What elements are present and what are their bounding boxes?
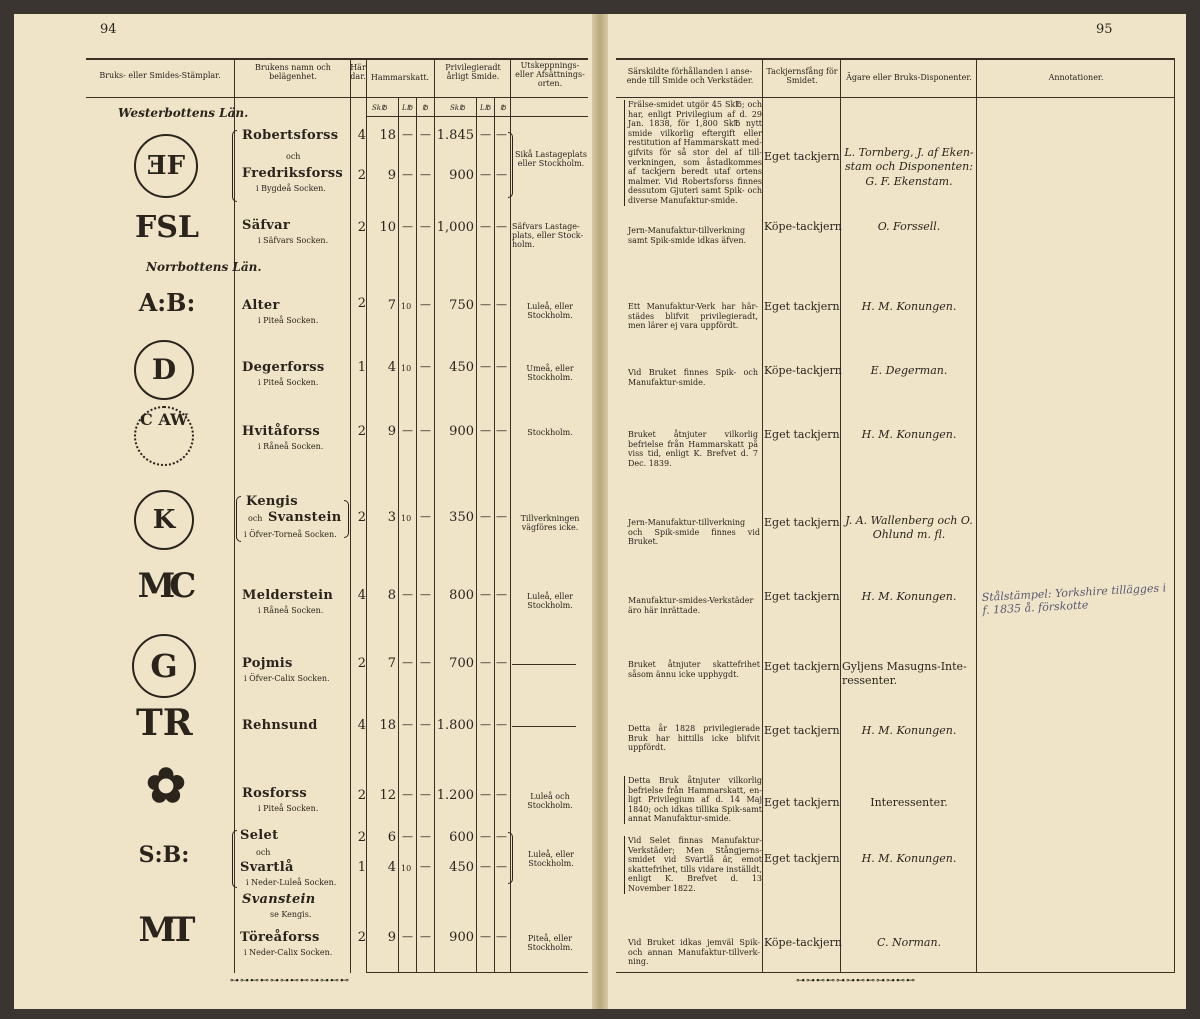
region-heading: Westerbottens Län. [118,106,249,120]
tackjern: Köpe-tackjern [764,220,842,233]
brace [508,832,513,884]
destination: Luleå, eller Stockholm. [526,592,574,611]
left-header-bottom-rule [86,97,588,98]
owner: Interessenter. [870,796,948,809]
col-rule [494,98,495,973]
note: Jern-Manufaktur-tillverkning samt Spik-smide idkas äfven. [628,226,747,245]
bruk-name: Svanstein [268,510,342,525]
owner: E. Degerman. [870,364,948,377]
tackjern: Eget tackjern [764,428,840,441]
note: Jern-Manufaktur-tillverkning och Spik-smide finnes vid Bruket. [628,518,760,547]
dash: — [496,360,507,373]
brace [344,500,349,538]
book-gutter [592,14,608,1009]
col-rule [762,58,763,973]
skeppund: 7 [387,298,396,313]
hardar: 2 [357,424,366,439]
privilegium: 450 [449,860,474,875]
note: Bruket åtnjuter skattefrihet såsom ännu icke upphygdt. [628,660,760,679]
ornament: ⊶⊶⊷⊷⊶⊶⊷⊷⊶⊶⊷⊷ [796,976,916,986]
privilegium: 750 [449,298,474,313]
note: Detta Bruk åtnjuter vilkorlig befrielse från Hammarskatt, en-ligt Privilegium af d. 14 Maj 1840; och idkas tillika Spik-samt annat Manufaktur-smide. [624,776,762,824]
privilegium: 600 [449,830,474,845]
dash: — [402,930,413,943]
brand-stamp: MC [137,566,191,606]
brand-stamp: A:B: [138,288,196,317]
destination: Luleå, eller Stockholm. [526,302,574,321]
dash: — [420,860,431,873]
bruk-name: Rosforss [242,786,307,801]
dash: — [496,830,507,843]
bruk-name: Rehnsund [242,718,318,733]
header-tackjern: Tackjernsfång för Smidet. [766,67,838,85]
dash: — [496,718,507,731]
skeppund: 9 [387,930,396,945]
dash: — [480,510,491,523]
hardar: 2 [357,656,366,671]
parish: i Piteå Socken. [258,378,319,387]
tackjern: Eget tackjern [764,516,840,529]
lispund: 10 [401,302,412,311]
brace [508,132,513,198]
destination: Stockholm. [527,428,573,437]
header-agare: Ägare eller Bruks-Disponenter. [846,73,972,82]
dash: — [480,424,491,437]
brand-stamp: D [134,340,194,400]
tackjern: Eget tackjern [764,150,840,163]
dash: — [402,588,413,601]
unit-label: ℔ [500,104,506,112]
skeppund: 8 [387,588,396,603]
parish: i Piteå Socken. [258,316,319,325]
brand-stamp: S:B: [138,842,190,868]
hardar: 2 [357,788,366,803]
right-page-number: 95 [1096,22,1113,37]
destination: Sikå Lastageplats eller Stockholm. [515,150,587,169]
hardar: 2 [357,296,366,311]
dash: — [496,656,507,669]
dash: — [496,128,507,141]
tackjern: Eget tackjern [764,852,840,865]
dash: — [402,220,413,233]
brand-stamp: ✿ [145,758,187,814]
hardar: 4 [357,588,366,603]
region-heading: Norrbottens Län. [146,260,262,274]
parish: i Råneå Socken. [258,606,324,615]
owner: Gyljens Masugns-Inte-ressenter. [842,660,967,688]
skeppund: 4 [387,360,396,375]
owner: H. M. Konungen. [861,724,957,737]
parish: i Neder-Calix Socken. [244,948,333,957]
owner: H. M. Konungen. [861,852,957,865]
privilegium: 350 [449,510,474,525]
privilegium: 700 [449,656,474,671]
skeppund: 7 [387,656,396,671]
owner: H. M. Konungen. [861,590,957,603]
brand-stamp: G [132,634,196,698]
bruk-name: Fredriksforss [242,166,343,181]
parish: i Öfver-Calix Socken. [244,674,330,683]
dash: — [420,128,431,141]
skeppund: 4 [387,860,396,875]
note: Frälse-smidet utgör 45 Sk℔; och har, enligt Privilegium af d. 29 Jan. 1838, för 1,800 Sk℔ nytt smide vilkorlig eftergift eller restitution af Hammarskatt med-gifvits för så stor del af till-verkningen, som åstadkommes af tackjern beredt utaf ortens malmer. Vid Robertsforss finnes dessutom Gjuteri samt Spik- och diverse Manufaktur-smide. [624,100,762,206]
header-hardar: Här dar. [350,63,366,81]
lispund: 10 [401,864,412,873]
unit-label: L℔ [480,104,491,112]
connector: och [256,848,271,857]
dash: — [480,718,491,731]
note: Vid Bruket finnes Spik- och Manufaktur-smide. [628,368,758,387]
bruk-name: Pojmis [242,656,293,671]
parish: i Råneå Socken. [258,442,324,451]
right-header-top-rule [616,58,1174,60]
right-header-bottom-rule [616,97,1174,98]
note: Ett Manufaktur-Verk har här-städes blifvit privilegieradt, men lärer ej vara uppfördt. [628,302,758,331]
dash: — [480,298,491,311]
dash: — [402,656,413,669]
skeppund: 18 [379,718,396,733]
tackjern: Eget tackjern [764,796,840,809]
header-hammarskatt: Hammarskatt. [370,73,430,82]
parish: i Neder-Luleå Socken. [246,878,337,887]
hardar: 1 [357,860,366,875]
destination: Piteå, eller Stockholm. [527,934,573,953]
bruk-name: Robertsforss [242,128,339,143]
unit-label: Sk℔ [372,104,387,112]
ornament: ⊶⊶⊷⊷⊶⊶⊷⊷⊶⊶⊷⊷ [230,976,350,986]
dash: — [496,588,507,601]
dash: — [402,128,413,141]
dash: — [420,168,431,181]
destination: Luleå och Stockholm. [527,792,573,811]
privilegium: 1.800 [436,718,474,733]
connector: och [248,514,263,523]
brand-stamp: K [134,490,194,550]
dash: — [420,788,431,801]
header-annotationer: Annotationer. [1048,73,1104,82]
note: Vid Bruket idkas jemväl Spik- och annan Manufaktur-tillverk-ning. [628,938,760,967]
hardar: 2 [357,930,366,945]
header-privilegierat: Privilegieradt årligt Smide. [445,63,501,81]
bruk-name: Svartlå [240,860,294,875]
bruk-name: Töreåforss [240,930,320,945]
skeppund: 18 [379,128,396,143]
dash: — [496,860,507,873]
skeppund: 9 [387,424,396,439]
bruk-name: Degerforss [242,360,325,375]
hardar: 2 [357,220,366,235]
brand-stamp: TR [136,702,193,744]
dash: — [480,128,491,141]
destination: Säfvars Lastage-plats, eller Stock-holm. [512,222,584,250]
dash: — [402,788,413,801]
parish: i Piteå Socken. [258,804,319,813]
destination: Umeå, eller Stockholm. [526,364,574,383]
dash: — [496,930,507,943]
lispund: 10 [401,364,412,373]
dash: — [480,588,491,601]
tackjern: Eget tackjern [764,590,840,603]
hardar: 4 [357,718,366,733]
dash: — [420,220,431,233]
brand-stamp: MT [138,910,190,950]
left-header-top-rule [86,58,588,60]
skeppund: 12 [379,788,396,803]
blank-rule [512,664,576,665]
col-rule [398,98,399,973]
bruk-name: Alter [242,298,280,313]
header-name: Brukens namn och belägenhet. [255,63,331,81]
dash: — [420,424,431,437]
blank-rule [512,726,576,727]
parish: i Öfver-Torneå Socken. [244,530,337,539]
destination: Tillverkningen vägföres icke. [520,514,580,533]
dash: — [402,168,413,181]
hardar: 4 [357,128,366,143]
dash: — [496,424,507,437]
note: Bruket åtnjuter vilkorlig befrielse från Hammarskatt på viss tid, enligt K. Brefvet d. 7 Dec. 1839. [628,430,758,468]
brace [232,830,237,888]
privilegium: 900 [449,930,474,945]
skeppund: 6 [387,830,396,845]
hardar: 2 [357,168,366,183]
owner: C. Norman. [876,936,942,949]
skeppund: 9 [387,168,396,183]
tackjern: Eget tackjern [764,724,840,737]
dash: — [420,510,431,523]
col-rule [976,58,977,973]
bruk-name: Melderstein [242,588,334,603]
bruk-name: Säfvar [242,218,291,233]
privilegium: 1.200 [436,788,474,803]
dash: — [420,718,431,731]
dash: — [480,930,491,943]
owner: L. Tornberg, J. af Eken-stam och Disponenten: G. F. Ekenstam. [844,146,974,188]
dash: — [420,588,431,601]
privilegium: 800 [449,588,474,603]
destination: Luleå, eller Stockholm. [527,850,575,869]
dash: — [402,718,413,731]
privilegium: 1.845 [436,128,474,143]
parish: se Kengis. [270,910,312,919]
header-sarskilda: Särskildte förhållanden i anse- ende till Smide och Verkstäder. [626,67,754,85]
note: Manufaktur-smides-Verkstäder äro här inrättade. [628,596,754,615]
dash: — [420,930,431,943]
dash: — [496,510,507,523]
skeppund: 10 [379,220,396,235]
header-utskeppning: Utskeppnings- eller Afsättnings- orten. [515,61,585,88]
owner: H. M. Konungen. [861,300,957,313]
col-rule [476,98,477,973]
dash: — [402,424,413,437]
dash: — [420,298,431,311]
connector: och [286,152,301,161]
right-bottom-rule [616,972,1174,973]
note: Vid Selet finnas Manufaktur-Verkstäder; Men Stångjerns-smidet vid Svartlå är, emot skattefrihet, tills vidare inställdt, enligt K. Brefvet d. 13 November 1822. [624,836,762,894]
handwritten-annotation: Stålstämpel: Yorkshire tillägges i f. 1835 å. förskotte [981,581,1167,617]
tackjern: Köpe-tackjern [764,936,842,949]
tackjern: Eget tackjern [764,300,840,313]
brand-stamp: FSL [134,210,200,245]
dash: — [496,168,507,181]
dash: — [496,298,507,311]
brand-stamp: ƎF [134,134,198,198]
col-rule [350,58,351,973]
dash: — [420,656,431,669]
hardar: 2 [357,830,366,845]
left-page-number: 94 [100,22,117,37]
dash: — [480,168,491,181]
dash: — [480,830,491,843]
owner: J. A. Wallenberg och O. Ohlund m. fl. [845,514,973,542]
privilegium: 450 [449,360,474,375]
col-rule [1174,58,1175,973]
bruk-name: Hvitåforss [242,424,320,439]
parish: i Säfvars Socken. [258,236,329,245]
unit-label: Sk℔ [450,104,465,112]
tackjern: Eget tackjern [764,660,840,673]
header-stamp: Bruks- eller Smides-Stämplar. [99,71,221,80]
lispund: 10 [401,514,412,523]
brace [236,496,241,542]
bruk-name: Kengis [246,494,298,509]
dash: — [480,360,491,373]
privilegium: 900 [449,424,474,439]
hardar: 1 [357,360,366,375]
left-bottom-rule [366,972,588,973]
col-rule [366,58,367,973]
hardar: 2 [357,510,366,525]
parish: i Bygdeå Socken. [256,184,326,193]
tackjern: Köpe-tackjern [764,364,842,377]
dash: — [480,860,491,873]
col-rule [840,58,841,973]
left-units-rule [366,116,588,117]
bruk-name: Svanstein [242,892,316,907]
dash: — [480,788,491,801]
brace [232,130,237,202]
owner: O. Forssell. [877,220,941,233]
unit-label: L℔ [402,104,413,112]
unit-label: ℔ [422,104,428,112]
note: Detta år 1828 privilegierade Bruk har hittills icke blifvit uppfördt. [628,724,760,753]
dash: — [496,220,507,233]
bruk-name: Selet [240,828,279,843]
brand-stamp: C AW [134,406,194,466]
dash: — [496,788,507,801]
col-rule [416,98,417,973]
skeppund: 3 [387,510,396,525]
dash: — [480,220,491,233]
privilegium: 900 [449,168,474,183]
dash: — [420,360,431,373]
dash: — [420,830,431,843]
owner: H. M. Konungen. [861,428,957,441]
col-rule [434,58,435,973]
dash: — [480,656,491,669]
privilegium: 1,000 [436,220,474,235]
dash: — [402,830,413,843]
